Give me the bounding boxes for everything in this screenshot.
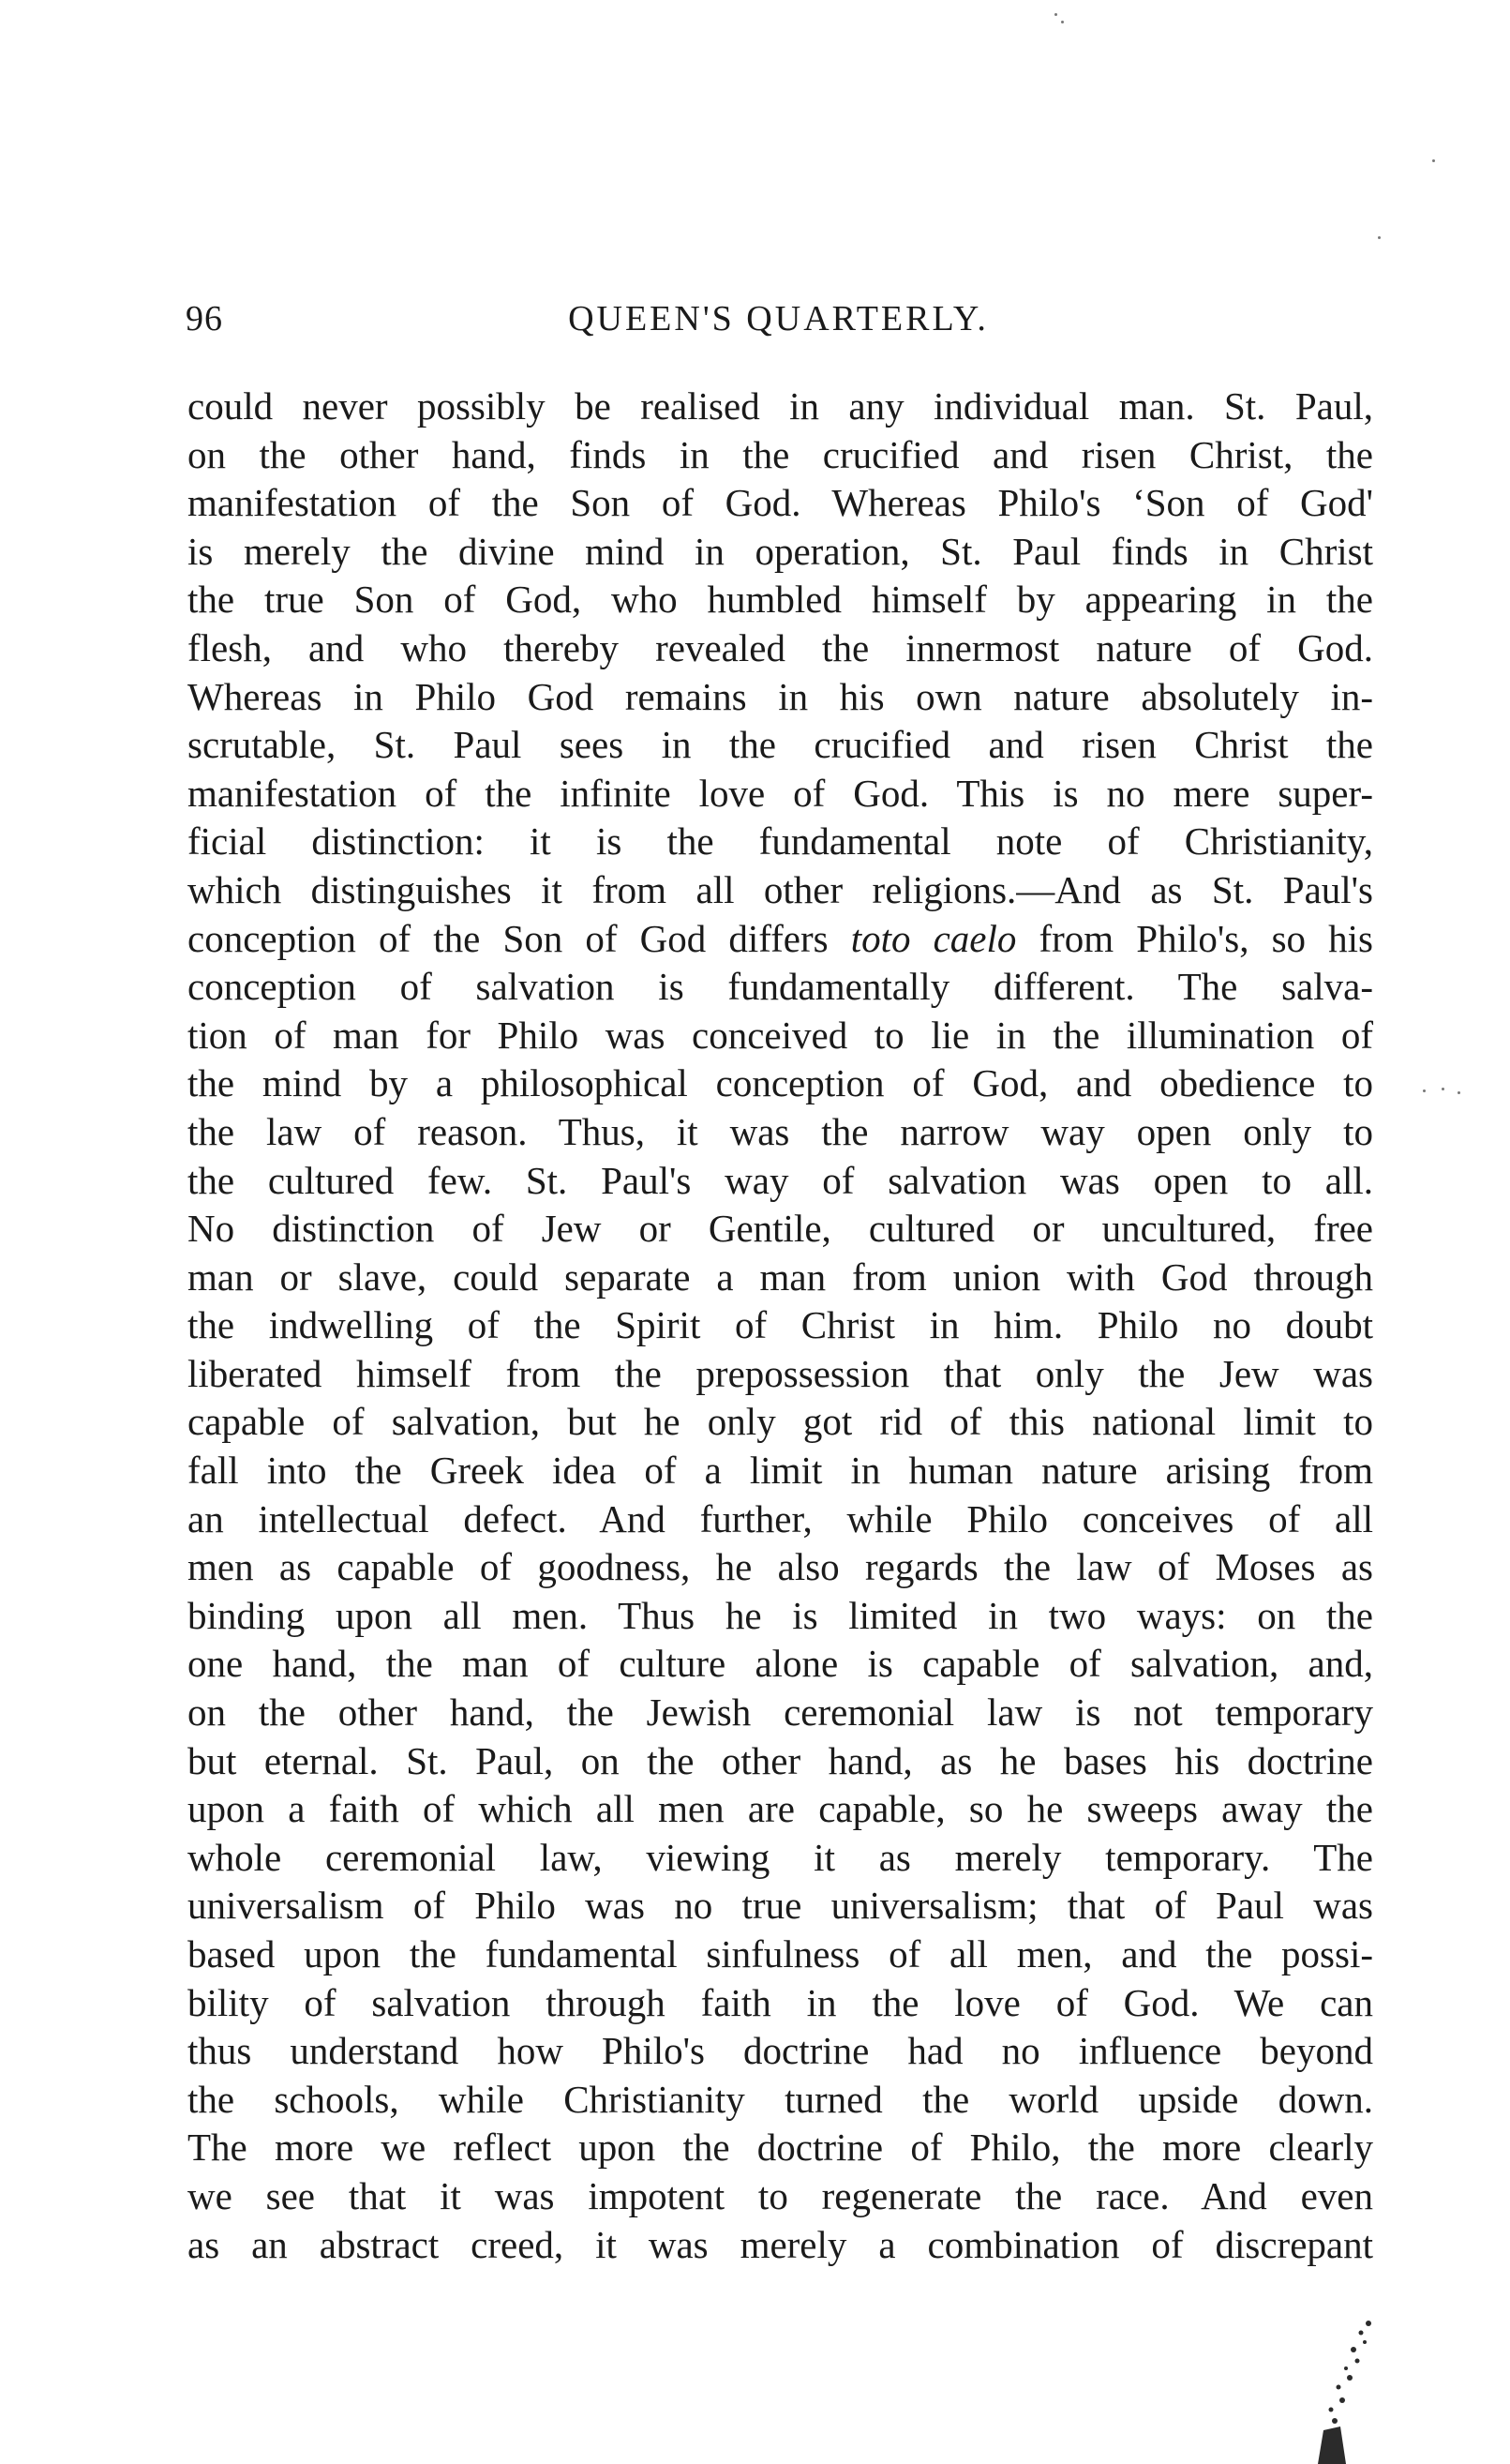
text-line: conception of salvation is fundamentally different. The salva- [187,965,1373,1009]
text-line: the law of reason. Thus, it was the narrow way open only to [187,1109,1373,1153]
text-line: based upon the fundamental sinfulness of all men, and the possi- [187,1932,1373,1976]
paper-speck [1458,1091,1460,1094]
text-line: the cultured few. St. Paul's way of salvation was open to all. [187,1158,1373,1202]
paper-speck [1432,159,1435,162]
text-line: universalism of Philo was no true universalism; that of Paul was [187,1884,1373,1928]
page-number: 96 [186,299,223,338]
text-line: manifestation of the Son of God. Whereas Philo's ‘Son of God' [187,481,1373,525]
text-line: one hand, the man of culture alone is capable of salvation, and, [187,1642,1373,1686]
text-line: man or slave, could separate a man from union with God through [187,1255,1373,1299]
text-line: men as capable of goodness, he also regards the law of Moses as [187,1545,1373,1589]
text-line-segment: from Philo's, so his [1016,916,1373,960]
text-line: the schools, while Christianity turned the world upside down. [187,2077,1373,2121]
body-text [187,383,1373,2269]
text-line: No distinction of Jew or Gentile, cultured or uncultured, free [187,1207,1373,1251]
paper-speck [1378,236,1381,239]
text-line: thus understand how Philo's doctrine had no influence beyond [187,2029,1373,2073]
text-line: could never possibly be realised in any individual man. St. Paul, [187,384,1373,428]
running-head [186,298,1371,354]
text-line: flesh, and who thereby revealed the innermost nature of God. [187,625,1373,669]
text-line: binding upon all men. Thus he is limited in two ways: on the [187,1593,1373,1637]
text-line: the true Son of God, who humbled himself by appearing in the [187,578,1373,622]
ink-bleed-mark [1275,2316,1378,2464]
text-line: capable of salvation, but he only got rid of this national limit to [187,1400,1373,1444]
paper-speck [1054,13,1057,16]
text-line: we see that it was impotent to regenerate the race. And even [187,2173,1373,2217]
text-line: The more we reflect upon the doctrine of Philo, the more clearly [187,2126,1373,2170]
text-line: on the other hand, finds in the crucified and risen Christ, the [187,432,1373,476]
text-line: but eternal. St. Paul, on the other hand, as he bases his doctrine [187,1738,1373,1782]
text-line [187,915,1373,964]
text-line-segment: conception of the Son of God differs [187,916,851,960]
text-line: which distinguishes it from all other religions.—And as St. Paul's [187,867,1373,911]
text-line: upon a faith of which all men are capable, so he sweeps away the [187,1787,1373,1831]
text-line: bility of salvation through faith in the love of God. We can [187,1980,1373,2024]
text-line: an intellectual defect. And further, while Philo conceives of all [187,1496,1373,1540]
running-title: QUEEN'S QUARTERLY. [568,299,989,338]
text-line: the indwelling of the Spirit of Christ in him. Philo no doubt [187,1303,1373,1347]
paper-speck [1423,1089,1426,1092]
text-line: is merely the divine mind in operation, St. Paul finds in Christ [187,529,1373,573]
text-line: fall into the Greek idea of a limit in human nature arising from [187,1449,1373,1493]
text-line: the mind by a philosophical conception of God, and obedience to [187,1061,1373,1105]
text-line: ficial distinction: it is the fundamental note of Christianity, [187,819,1373,864]
text-line: scrutable, St. Paul sees in the crucified and risen Christ the [187,723,1373,767]
text-line: tion of man for Philo was conceived to lie in the illumination of [187,1013,1373,1057]
text-line: Whereas in Philo God remains in his own nature absolutely in- [187,674,1373,718]
italic-phrase: toto caelo [850,916,1017,960]
text-line: whole ceremonial law, viewing it as merely temporary. The [187,1835,1373,1879]
text-line: on the other hand, the Jewish ceremonial law is not temporary [187,1690,1373,1735]
text-line: as an abstract creed, it was merely a combination of discrepant [187,2222,1373,2266]
text-line: liberated himself from the prepossession that only the Jew was [187,1351,1373,1395]
text-line: manifestation of the infinite love of God. This is no mere super- [187,771,1373,815]
paper-speck [1061,21,1064,23]
paper-speck [1442,1088,1444,1090]
